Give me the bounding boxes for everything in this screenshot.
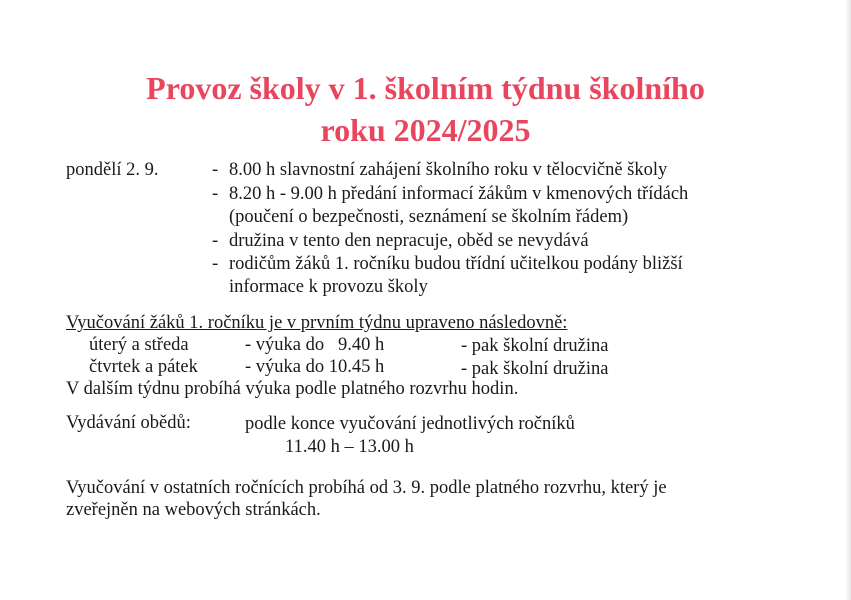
list-item-text: informace k provozu školy	[229, 277, 428, 297]
first-grade-heading: Vyučování žáků 1. ročníku je v prvním týdnu upraveno následovně:	[66, 313, 568, 333]
scan-edge-shadow	[845, 0, 851, 600]
other-grades-line-2: zveřejněn na webových stránkách.	[66, 500, 321, 520]
list-item-dash: -	[212, 160, 219, 180]
next-week-note: V dalším týdnu probíhá výuka podle platného rozvrhu hodin.	[66, 379, 519, 399]
list-item-dash: -	[212, 184, 219, 204]
schedule-lesson: - výuka do 10.45 h	[245, 357, 385, 377]
list-item-text: 8.00 h slavnostní zahájení školního roku v tělocvičně školy	[229, 160, 668, 180]
schedule-after: - pak školní družina	[461, 359, 609, 379]
schedule-lesson: - výuka do 9.40 h	[245, 335, 385, 355]
list-item-text: (poučení o bezpečnosti, seznámení se školním řádem)	[229, 207, 629, 227]
list-item-text: rodičům žáků 1. ročníku budou třídní učitelkou podány bližší	[229, 254, 683, 274]
list-item-text: 8.20 h - 9.00 h předání informací žákům v kmenových třídách	[229, 184, 689, 204]
lunch-time: 11.40 h – 13.00 h	[285, 437, 414, 457]
lunch-label: Vydávání obědů:	[66, 413, 191, 433]
list-item-dash: -	[212, 231, 219, 251]
monday-date: pondělí 2. 9.	[66, 160, 159, 180]
schedule-days: čtvrtek a pátek	[89, 357, 198, 377]
page-title-line-1: Provoz školy v 1. školním týdnu školního	[146, 70, 705, 106]
page-title-line-2: roku 2024/2025	[320, 112, 531, 148]
schedule-days: úterý a středa	[89, 335, 189, 355]
list-item-text: družina v tento den nepracuje, oběd se nevydává	[229, 231, 589, 251]
other-grades-line-1: Vyučování v ostatních ročnících probíhá od 3. 9. podle platného rozvrhu, který je	[66, 478, 667, 498]
list-item-dash: -	[212, 254, 219, 274]
lunch-text: podle konce vyučování jednotlivých ročníků	[245, 414, 575, 434]
schedule-after: - pak školní družina	[461, 336, 609, 356]
